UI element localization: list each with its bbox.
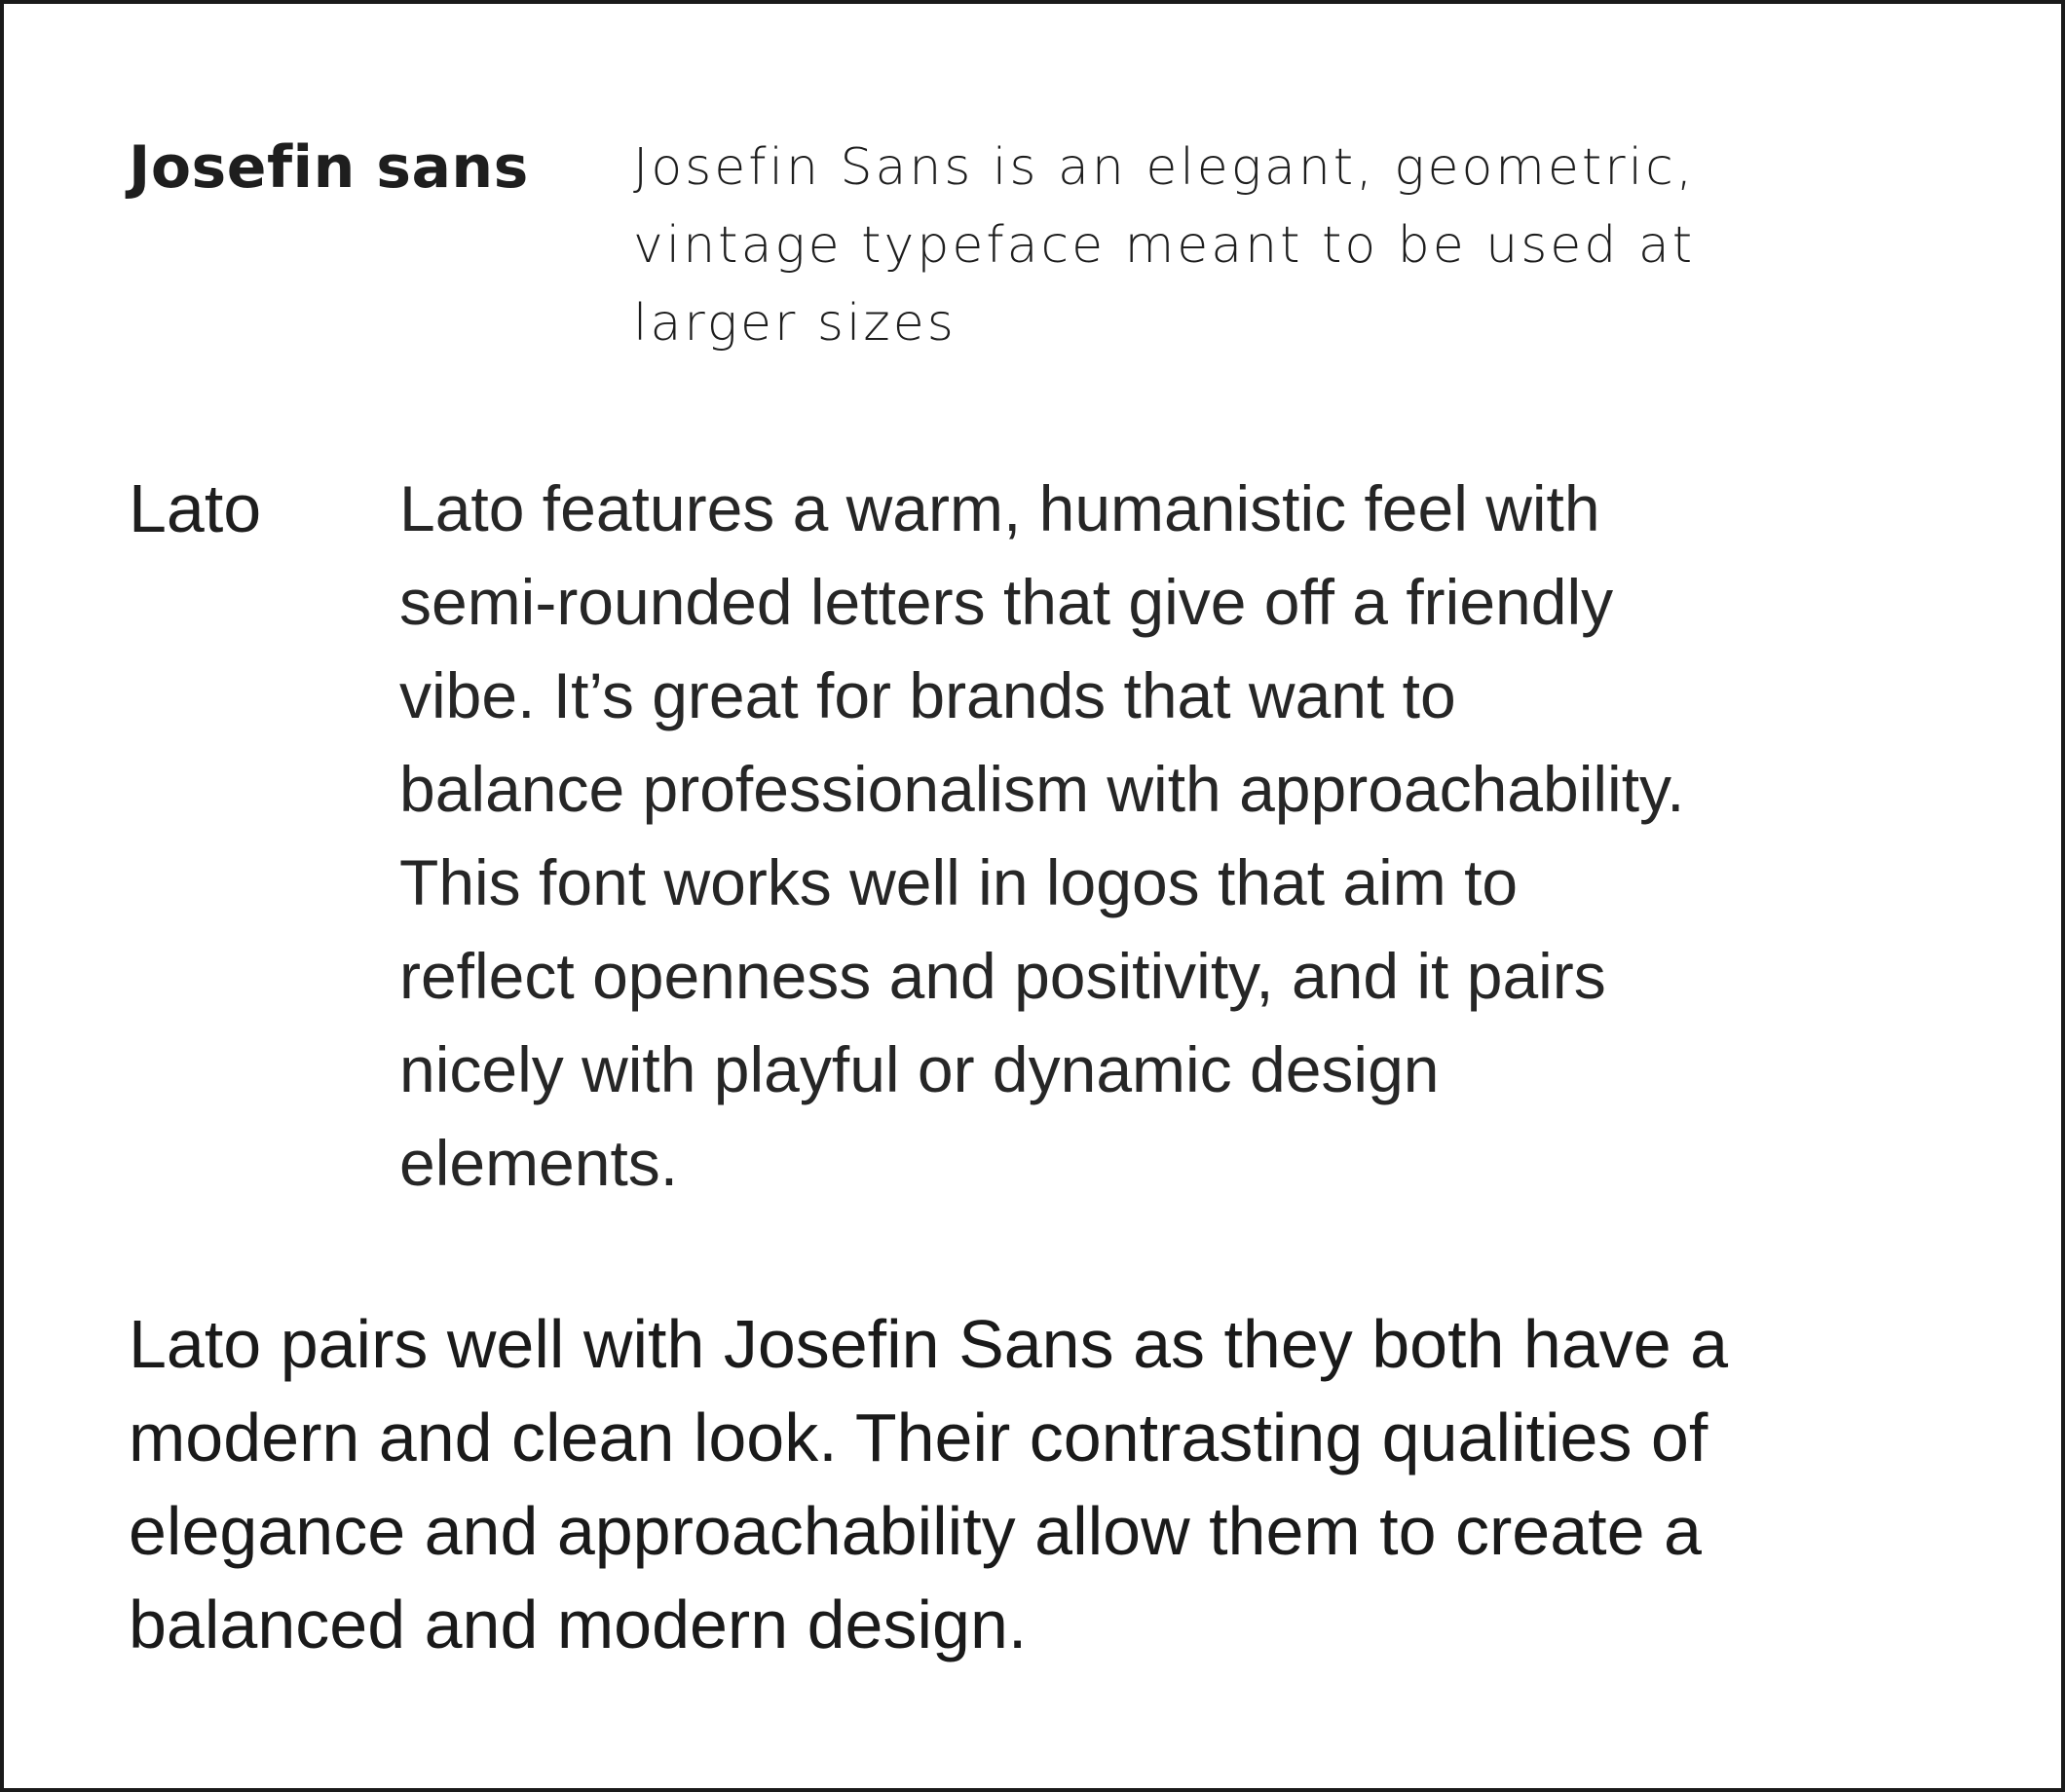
josefin-sans-description	[633, 129, 1997, 362]
lato-font-name: Lato	[129, 470, 262, 546]
description-line: reflect openness and positivity, and it pairs	[399, 940, 1606, 1012]
summary-line: elegance and approachability allow them to create a	[129, 1493, 1702, 1569]
description-line: semi-rounded letters that give off a friendly	[399, 566, 1614, 638]
description-line: balance professionalism with approachability.	[399, 753, 1685, 825]
description-line: Josefin Sans is an elegant, geometric,	[633, 138, 1696, 197]
description-line: nicely with playful or dynamic design	[399, 1033, 1440, 1105]
description-line: elements.	[399, 1127, 679, 1199]
josefin-sans-font-name: Josefin sans	[129, 133, 529, 202]
description-line: vibe. It’s great for brands that want to	[399, 659, 1456, 731]
description-line: larger sizes	[633, 294, 957, 353]
summary-line: modern and clean look. Their contrasting qualities of	[129, 1400, 1708, 1475]
description-line: vintage typeface meant to be used at	[633, 216, 1696, 275]
description-line: This font works well in logos that aim to	[399, 846, 1519, 918]
lato-description	[399, 462, 2055, 1210]
pairing-summary	[129, 1297, 1979, 1671]
summary-line: Lato pairs well with Josefin Sans as they both have a	[129, 1306, 1729, 1382]
summary-line: balanced and modern design.	[129, 1587, 1028, 1662]
description-line: Lato features a warm, humanistic feel with	[399, 472, 1600, 544]
